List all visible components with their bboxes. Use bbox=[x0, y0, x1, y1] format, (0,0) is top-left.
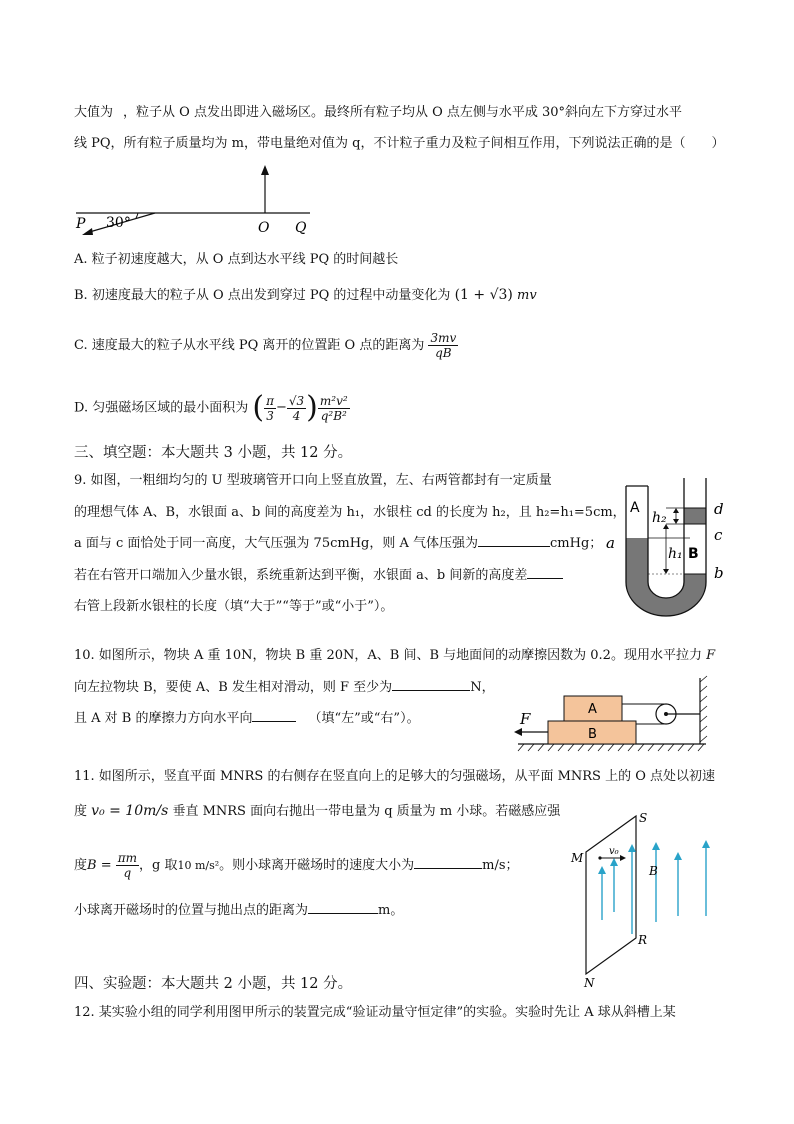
q9-fig-label-c: c bbox=[714, 526, 723, 544]
q8-option-a: A. 粒子初速度越大，从 O 点到达水平线 PQ 的时间越长 bbox=[74, 252, 399, 267]
q11-fig-label-v0: v₀ bbox=[609, 846, 619, 857]
q8-fig-label-o: O bbox=[258, 220, 270, 236]
q12-line1: 12. 某实验小组的同学利用图甲所示的装置完成“验证动量守恒定律”的实验。实验时先让 A 球从斜槽上某 bbox=[74, 1005, 676, 1020]
q11-line3: 度B = $\frac{\pi m}{q}$ ，g 取10 m/s²。则小球离开磁场时的速度大小为 m/s； bbox=[74, 851, 519, 880]
q11-line4: 小球离开磁场时的位置与抛出点的距离为 m。 bbox=[74, 903, 404, 918]
q9-fig-label-b: b bbox=[714, 564, 724, 582]
q9-fig-label-gas-a: A bbox=[630, 500, 640, 516]
q10-fig-label-b: B bbox=[588, 727, 597, 742]
q8-fig-label-q: Q bbox=[295, 220, 307, 236]
q9-fig-label-d: d bbox=[714, 500, 724, 518]
q8-stem-line2: 线 PQ，所有粒子质量均为 m，带电量绝对值为 q，不计粒子重力及粒子间相互作用，下列说法正确的是（ ） bbox=[74, 136, 725, 151]
q9-fig-label-a: a bbox=[606, 534, 615, 552]
q11-line1: 11. 如图所示，竖直平面 MNRS 的右侧存在竖直向上的足够大的匀强磁场，从平面 MNRS 上的 O 点处以初速 bbox=[74, 769, 716, 784]
section4-title: 四、实验题：本大题共 2 小题，共 12 分。 bbox=[74, 976, 353, 992]
q9-fig-label-h2: h₂ bbox=[652, 510, 667, 526]
q11-b-fraction: $\frac{\pi m}{q}$ bbox=[117, 851, 137, 880]
q9-fig-label-h1: h₁ bbox=[668, 546, 683, 562]
q11-answer-blank-1[interactable] bbox=[414, 868, 482, 869]
q8-option-d: D. 匀强磁场区域的最小面积为 ( $\frac{\pi}{3}$ − $\frac{√3}{4}$ ) $\frac{\text{m²v²}}{\text{q²B²}}$ bbox=[74, 390, 348, 425]
q8-fig-label-p: P bbox=[76, 216, 86, 232]
q11-figure bbox=[560, 806, 730, 992]
q9-line1: 9. 如图，一粗细均匀的 U 型玻璃管开口向上竖直放置，左、右两管都封有一定质量 bbox=[74, 473, 552, 488]
q10-line2: 向左拉物块 B，要使 A、B 发生相对滑动，则 F 至少为 N， bbox=[74, 680, 495, 695]
q9-line3: a 面与 c 面恰处于同一高度，大气压强为 75cmHg，则 A 气体压强为 cmHg； bbox=[74, 536, 603, 551]
q9-line4: 若在右管开口端加入少量水银，系统重新达到平衡，水银面 a、b 间新的高度差 bbox=[74, 567, 563, 585]
q9-figure-u-tube bbox=[600, 474, 740, 624]
q11-fig-label-s: S bbox=[639, 811, 648, 825]
q10-fig-label-f: F bbox=[520, 710, 531, 728]
q11-fig-label-n: N bbox=[584, 976, 595, 990]
q10-fig-label-a: A bbox=[588, 702, 597, 717]
section3-title: 三、填空题：本大题共 3 小题，共 12 分。 bbox=[74, 445, 353, 461]
q8-figure bbox=[70, 160, 330, 240]
q8-option-b-expr: (1 + √3) bbox=[454, 287, 513, 303]
q8-fig-label-angle: 30° bbox=[106, 215, 131, 231]
q10-line1: 10. 如图所示，物块 A 重 10N，物块 B 重 20N，A、B 间、B 与地面间的动摩擦因数为 0.2。现用水平拉力 F bbox=[74, 648, 716, 663]
q9-answer-blank-2[interactable] bbox=[527, 578, 563, 579]
q10-answer-blank-2[interactable] bbox=[252, 721, 296, 722]
q8-option-b: B. 初速度最大的粒子从 O 点出发到穿过 PQ 的过程中动量变化为 (1 + √3) mv bbox=[74, 287, 537, 303]
q10-figure bbox=[510, 672, 720, 762]
q9-fig-label-gas-b: B bbox=[688, 546, 699, 562]
q11-fig-label-r: R bbox=[638, 933, 648, 947]
q8-option-c-fraction: $\frac{3mv}{qB}$ bbox=[430, 331, 457, 360]
q11-answer-blank-2[interactable] bbox=[308, 913, 378, 914]
q8-stem-line1: 大值为 ，粒子从 O 点发出即进入磁场区。最终所有粒子均从 O 点左侧与水平成 30°斜向左下方穿过水平 bbox=[74, 105, 683, 120]
q11-fig-label-b: B bbox=[649, 864, 658, 878]
q11-fig-label-m: M bbox=[571, 851, 584, 865]
q11-line2: 度 v₀ = 10m/s 垂直 MNRS 面向右抛出一带电量为 q 质量为 m 小球。若磁感应强 bbox=[74, 803, 561, 819]
q9-answer-blank-1[interactable] bbox=[478, 546, 550, 547]
q8-option-c: C. 速度最大的粒子从水平线 PQ 离开的位置距 O 点的距离为 $\frac{3mv}{qB}$ bbox=[74, 331, 457, 360]
q9-line2: 的理想气体 A、B，水银面 a、b 间的高度差为 h₁，水银柱 cd 的长度为 h₂，且 h₂=h₁=5cm， bbox=[74, 505, 626, 520]
q10-answer-blank-1[interactable] bbox=[392, 690, 470, 691]
q10-line3: 且 A 对 B 的摩擦力方向水平向 （填“左”或“右”）。 bbox=[74, 711, 420, 726]
q9-line5: 右管上段新水银柱的长度（填“大于”“等于”或“小于”）。 bbox=[74, 599, 394, 614]
